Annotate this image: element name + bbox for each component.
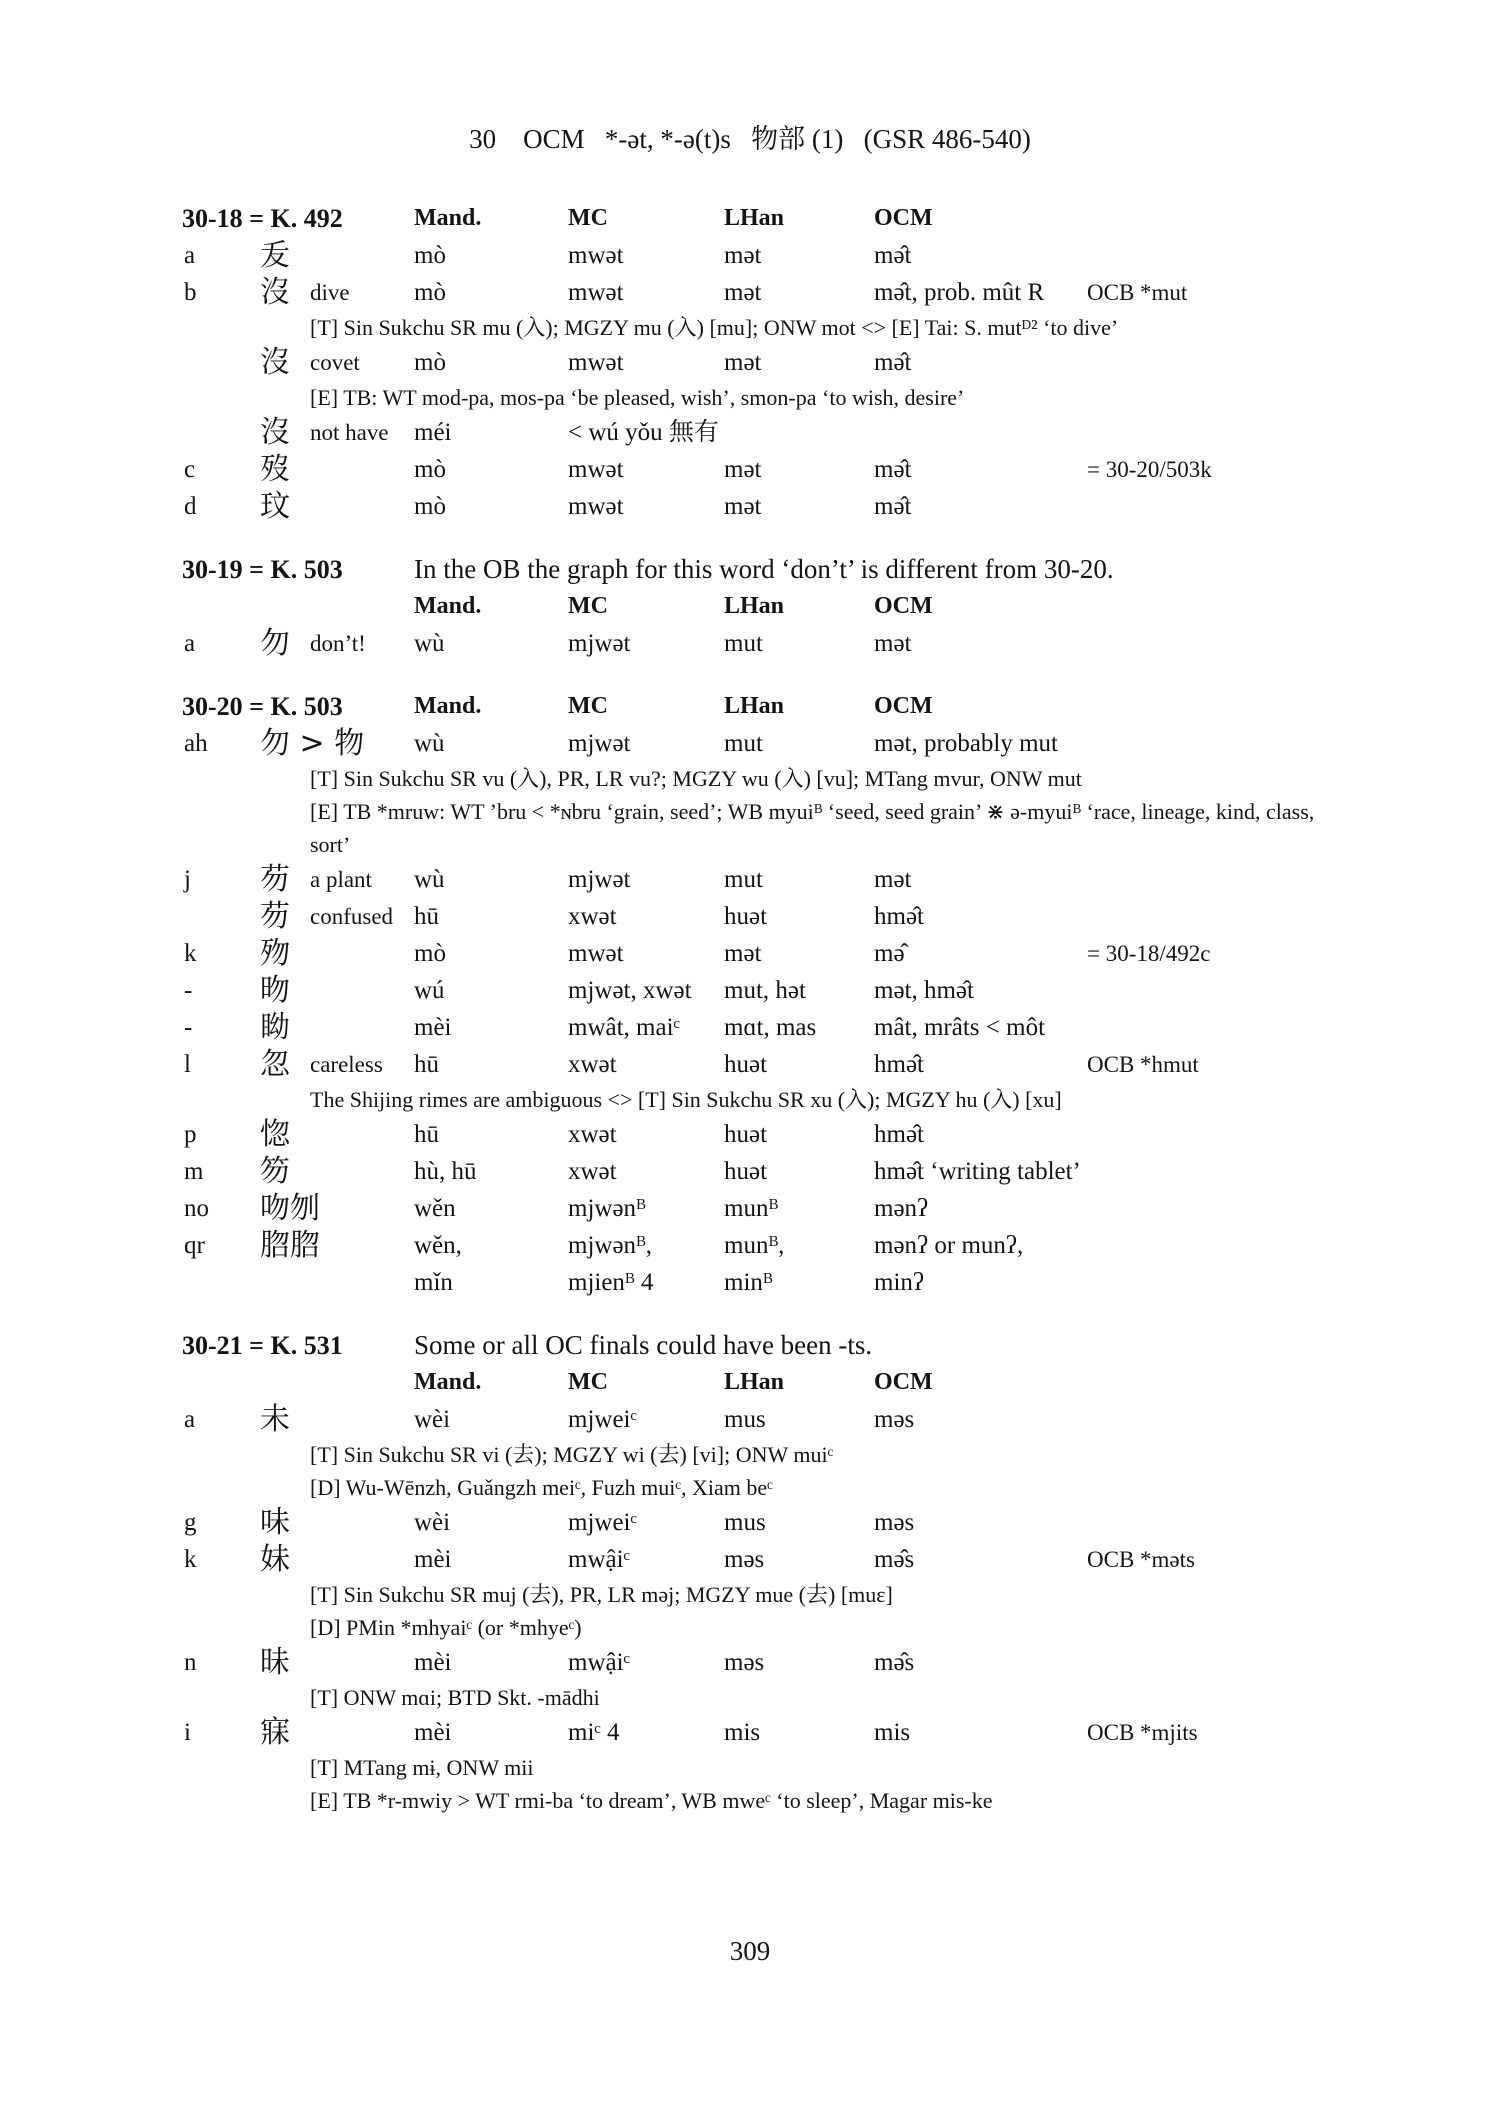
- entry-mandarin: mò: [414, 349, 446, 376]
- entry-mandarin: wèi: [414, 1406, 451, 1433]
- entry-letter: d: [184, 493, 197, 520]
- entry-letter: m: [184, 1158, 204, 1185]
- entry-letter: no: [184, 1195, 209, 1222]
- column-header-mc: MC: [568, 593, 608, 619]
- entry-later-han: huət: [724, 903, 768, 930]
- entry-row: [182, 1046, 1342, 1083]
- entry-mandarin: mò: [414, 940, 446, 967]
- entry-middle-chinese: mjweiᶜ: [568, 1509, 637, 1536]
- entry-row: [182, 451, 1342, 488]
- entry-row: [182, 898, 1342, 935]
- entry-middle-chinese: mwət: [568, 456, 624, 483]
- entry-old-chinese: mə̂s: [874, 1546, 915, 1573]
- entry-mandarin: mèi: [414, 1546, 452, 1573]
- entry-graph: 昧: [260, 1645, 290, 1680]
- column-header-ocm: OCM: [874, 1369, 933, 1395]
- entry-graph: 妹: [260, 1542, 290, 1577]
- entry-old-chinese: mət, hmə̂t: [874, 977, 974, 1004]
- entry-middle-chinese: xwət: [568, 1158, 617, 1185]
- entry-row: [182, 414, 1342, 451]
- entry-row: [182, 1541, 1342, 1578]
- entry-middle-chinese: mjwət: [568, 630, 631, 657]
- section-id: 30-18 = K. 492: [182, 204, 343, 233]
- section-id: 30-21 = K. 531: [182, 1331, 343, 1360]
- entry-later-han: mut, hət: [724, 977, 806, 1004]
- entry-later-han: mət: [724, 349, 762, 376]
- entry-old-chinese: mənʔ: [874, 1195, 929, 1222]
- section-id: 30-20 = K. 503: [182, 692, 343, 721]
- entry-old-chinese: mə̂s: [874, 1649, 915, 1676]
- column-header-mand: Mand.: [414, 593, 482, 619]
- entry-row: [182, 1264, 1342, 1301]
- column-header-ocm: OCM: [874, 693, 933, 719]
- entry-letter: k: [184, 1546, 197, 1573]
- entry-later-han: mɑt, mas: [724, 1014, 817, 1041]
- entry-mandarin: mò: [414, 279, 446, 306]
- entry-old-chinese: mis: [874, 1719, 911, 1746]
- column-header-lhan: LHan: [724, 205, 785, 231]
- entry-middle-chinese: mwậiᶜ: [568, 1649, 630, 1676]
- entry-row: [182, 861, 1342, 898]
- entry-mandarin: mèi: [414, 1719, 452, 1746]
- entry-note: = 30-20/503k: [1087, 457, 1212, 482]
- entry-letter: a: [184, 1406, 196, 1433]
- entry-comment: [T] ONW mɑi; BTD Skt. -mādhi: [310, 1685, 600, 1710]
- column-header-ocm: OCM: [874, 205, 933, 231]
- entry-note: = 30-18/492c: [1087, 941, 1211, 966]
- entry-middle-chinese: < wú yǒu 無有: [568, 419, 719, 446]
- entry-mandarin: wěn,: [414, 1232, 462, 1259]
- entry-middle-chinese: mjienᴮ 4: [568, 1269, 654, 1296]
- entry-later-han: mut: [724, 730, 763, 757]
- column-header-row: [182, 588, 1342, 625]
- entry-mandarin: wù: [414, 866, 445, 893]
- entry-letter: -: [184, 1014, 193, 1041]
- entry-graph: 玟: [260, 489, 290, 524]
- entry-old-chinese: hmə̂t: [874, 1121, 924, 1148]
- entry-later-han: minᴮ: [724, 1269, 773, 1296]
- entry-middle-chinese: mjwət: [568, 866, 631, 893]
- entry-row: [182, 1714, 1342, 1751]
- entry-graph: 沒: [260, 345, 290, 380]
- section-heading: [182, 688, 1342, 725]
- entry-comment: [T] MTang mɨ, ONW mii: [310, 1755, 534, 1780]
- section-id: 30-19 = K. 503: [182, 555, 343, 584]
- entry-later-han: mət: [724, 940, 762, 967]
- entry-mandarin: mèi: [414, 1649, 452, 1676]
- entry-graph: 沒: [260, 275, 290, 310]
- entry-later-han: mis: [724, 1719, 761, 1746]
- column-header-mand: Mand.: [414, 205, 482, 231]
- entry-mandarin: wù: [414, 630, 445, 657]
- entry-row: [182, 1190, 1342, 1227]
- column-header-mand: Mand.: [414, 693, 482, 719]
- entry-gloss: dive: [310, 280, 350, 305]
- entry-row: [182, 1644, 1342, 1681]
- entry-mandarin: wèi: [414, 1509, 451, 1536]
- entry-later-han: mət: [724, 493, 762, 520]
- entry-middle-chinese: mwət: [568, 493, 624, 520]
- entry-old-chinese: mət: [874, 866, 912, 893]
- entry-later-han: munᴮ: [724, 1195, 779, 1222]
- entry-gloss: confused: [310, 904, 394, 929]
- entry-old-chinese: minʔ: [874, 1269, 924, 1296]
- entry-middle-chinese: mwậiᶜ: [568, 1546, 630, 1573]
- entry-comment: [T] Sin Sukchu SR vi (去); MGZY wi (去) [vi]; ONW muiᶜ: [310, 1442, 834, 1467]
- entry-letter: c: [184, 456, 196, 483]
- entry-row: [182, 1401, 1342, 1438]
- entry-row: [182, 1116, 1342, 1153]
- entry-comment: [D] Wu-Wēnzh, Guǎngzh meiᶜ, Fuzh muiᶜ, Xiam beᶜ: [310, 1475, 773, 1500]
- entry-graph: 歿: [260, 452, 290, 487]
- entry-mandarin: hū: [414, 1121, 439, 1148]
- entry-mandarin: wú: [414, 977, 445, 1004]
- entry-old-chinese: mə̂t: [874, 456, 912, 483]
- entry-mandarin: wù: [414, 730, 445, 757]
- entry-later-han: mət: [724, 456, 762, 483]
- entry-mandarin: mèi: [414, 1014, 452, 1041]
- entry-old-chinese: mə̂t: [874, 493, 912, 520]
- column-header-mc: MC: [568, 693, 608, 719]
- entry-middle-chinese: mwət: [568, 279, 624, 306]
- entry-mandarin: mò: [414, 242, 446, 269]
- entry-graph: 芴: [260, 862, 290, 897]
- entry-old-chinese: mə̂t: [874, 242, 912, 269]
- entry-middle-chinese: xwət: [568, 903, 617, 930]
- entry-letter: g: [184, 1509, 197, 1536]
- column-header-lhan: LHan: [724, 693, 785, 719]
- running-head: 30 OCM *-ət, *-ə(t)s 物部 (1) (GSR 486-540): [469, 124, 1031, 154]
- entry-graph: 忽: [260, 1047, 290, 1082]
- entry-middle-chinese: xwət: [568, 1121, 617, 1148]
- entry-mandarin: mò: [414, 456, 446, 483]
- entry-middle-chinese: mjwənᴮ,: [568, 1232, 652, 1259]
- entry-row: [182, 625, 1342, 662]
- entry-gloss: not have: [310, 420, 389, 445]
- entry-comment: [E] TB: WT mod-pa, mos-pa ‘be pleased, wish’, smon-pa ‘to wish, desire’: [310, 385, 965, 410]
- entry-middle-chinese: mjweiᶜ: [568, 1406, 637, 1433]
- entry-graph: 芴: [260, 899, 290, 934]
- entries-body: [182, 200, 1342, 1817]
- column-header-mc: MC: [568, 205, 608, 231]
- entry-letter: l: [184, 1051, 191, 1078]
- entry-graph: 脗脗: [260, 1228, 320, 1263]
- entry-graph: 歾: [260, 936, 290, 971]
- entry-row: [182, 725, 1342, 762]
- column-header-mand: Mand.: [414, 1369, 482, 1395]
- entry-comment: [D] PMin *mhyaiᶜ (or *mhyeᶜ): [310, 1615, 582, 1640]
- entry-old-chinese: mə̂t, prob. mût R: [874, 279, 1045, 306]
- entry-old-chinese: mât, mrâts < môt: [874, 1014, 1046, 1041]
- entry-mandarin: hū: [414, 903, 439, 930]
- entry-old-chinese: hmə̂t: [874, 1051, 924, 1078]
- entry-letter: a: [184, 630, 196, 657]
- entry-graph: 叐: [260, 238, 290, 273]
- entry-gloss: covet: [310, 350, 360, 375]
- entry-letter: n: [184, 1649, 197, 1676]
- entry-row: [182, 344, 1342, 381]
- entry-note: OCB *mut: [1087, 280, 1188, 305]
- entry-letter: k: [184, 940, 197, 967]
- entry-old-chinese: mə̂t: [874, 349, 912, 376]
- entry-comment: [E] TB *r-mwiy > WT rmi-ba ‘to dream’, WB mweᶜ ‘to sleep’, Magar mis-ke: [310, 1788, 993, 1813]
- entry-letter: p: [184, 1121, 197, 1148]
- entry-row: [182, 1009, 1342, 1046]
- entry-later-han: huət: [724, 1158, 768, 1185]
- entry-old-chinese: mət, probably mut: [874, 730, 1058, 757]
- section-intro: In the OB the graph for this word ‘don’t’ is different from 30-20.: [414, 554, 1114, 584]
- entry-letter: ah: [184, 730, 208, 757]
- entry-row: [182, 1227, 1342, 1264]
- entry-note: OCB *məts: [1087, 1547, 1195, 1572]
- section-heading: [182, 1327, 1342, 1364]
- entry-later-han: mus: [724, 1406, 766, 1433]
- entry-letter: a: [184, 242, 196, 269]
- entry-letter: qr: [184, 1232, 205, 1259]
- entry-graph: 味: [260, 1505, 290, 1540]
- entry-note: OCB *hmut: [1087, 1052, 1199, 1077]
- entry-later-han: məs: [724, 1649, 765, 1676]
- entry-middle-chinese: mjwət: [568, 730, 631, 757]
- entry-graph: 未: [260, 1402, 290, 1437]
- entry-graph: 眑: [260, 1010, 290, 1045]
- section-intro: Some or all OC finals could have been -ts.: [414, 1330, 873, 1360]
- entry-later-han: mut: [724, 630, 763, 657]
- entry-later-han: mus: [724, 1509, 766, 1536]
- entry-later-han: huət: [724, 1051, 768, 1078]
- entry-graph: 昒: [260, 973, 290, 1008]
- entry-comment: [T] Sin Sukchu SR muj (去), PR, LR məj; MGZY mue (去) [muɛ]: [310, 1582, 893, 1607]
- entry-mandarin: mò: [414, 493, 446, 520]
- column-header-lhan: LHan: [724, 1369, 785, 1395]
- entry-middle-chinese: mwət: [568, 349, 624, 376]
- column-header-lhan: LHan: [724, 593, 785, 619]
- entry-middle-chinese: mjwət, xwət: [568, 977, 692, 1004]
- entry-graph: 笏: [260, 1154, 290, 1189]
- entry-later-han: mut: [724, 866, 763, 893]
- entry-gloss: don’t!: [310, 631, 366, 656]
- entry-old-chinese: mə̂: [874, 940, 905, 967]
- entry-later-han: munᴮ,: [724, 1232, 785, 1259]
- section-heading: [182, 551, 1342, 588]
- entry-row: [182, 1153, 1342, 1190]
- entry-graph: 沒: [260, 415, 290, 450]
- entry-gloss: a plant: [310, 867, 372, 892]
- entry-row: [182, 935, 1342, 972]
- entry-later-han: məs: [724, 1546, 765, 1573]
- entry-later-han: mət: [724, 279, 762, 306]
- entry-later-han: mət: [724, 242, 762, 269]
- entry-letter: j: [184, 866, 191, 893]
- entry-mandarin: hù, hū: [414, 1158, 477, 1185]
- entry-old-chinese: hmə̂t ‘writing tablet’: [874, 1158, 1081, 1185]
- entry-old-chinese: hmə̂t: [874, 903, 924, 930]
- entry-gloss: careless: [310, 1052, 383, 1077]
- column-header-row: [182, 1364, 1342, 1401]
- entry-comment: [T] Sin Sukchu SR vu (入), PR, LR vu?; MGZY wu (入) [vu]; MTang mvur, ONW mut: [310, 766, 1082, 791]
- entry-comment: [T] Sin Sukchu SR mu (入); MGZY mu (入) [mu]; ONW mot <> [E] Tai: S. mutᴰ² ‘to dive’: [310, 315, 1119, 340]
- entry-middle-chinese: mwət: [568, 242, 624, 269]
- entry-letter: -: [184, 977, 193, 1004]
- entry-middle-chinese: miᶜ 4: [568, 1719, 620, 1746]
- entry-mandarin: hū: [414, 1051, 439, 1078]
- entry-graph: 吻刎: [260, 1191, 320, 1226]
- entry-letter: b: [184, 279, 197, 306]
- entry-middle-chinese: xwət: [568, 1051, 617, 1078]
- entry-old-chinese: mət: [874, 630, 912, 657]
- entry-note: OCB *mjits: [1087, 1720, 1198, 1745]
- entry-later-han: huət: [724, 1121, 768, 1148]
- entry-graph: 惚: [260, 1117, 290, 1152]
- entry-row: [182, 274, 1342, 311]
- entry-comment: [E] TB *mruw: WT ’bru < *ɴbru ‘grain, seed’; WB myuiᴮ ‘seed, seed grain’ ⋇ ə-myuiᴮ ‘race, lineage, kind, class, sort’: [310, 799, 1315, 857]
- entry-mandarin: méi: [414, 419, 452, 446]
- page-number: 309: [729, 1936, 771, 1966]
- entry-mandarin: wěn: [414, 1195, 456, 1222]
- entry-row: [182, 972, 1342, 1009]
- entry-graph: 寐: [260, 1715, 290, 1750]
- entry-row: [182, 488, 1342, 525]
- entry-letter: i: [184, 1719, 191, 1746]
- entry-graph: 勿 > 物: [260, 726, 365, 761]
- column-header-mc: MC: [568, 1369, 608, 1395]
- entry-mandarin: mǐn: [414, 1269, 453, 1296]
- entry-old-chinese: məs: [874, 1509, 915, 1536]
- entry-comment: The Shijing rimes are ambiguous <> [T] Sin Sukchu SR xu (入); MGZY hu (入) [xu]: [310, 1087, 1062, 1112]
- entry-graph: 勿: [260, 626, 290, 661]
- section-heading: [182, 200, 1342, 237]
- entry-row: [182, 1504, 1342, 1541]
- entry-middle-chinese: mwât, maiᶜ: [568, 1014, 680, 1041]
- entry-row: [182, 237, 1342, 274]
- column-header-ocm: OCM: [874, 593, 933, 619]
- entry-old-chinese: məs: [874, 1406, 915, 1433]
- entry-old-chinese: mənʔ or munʔ,: [874, 1232, 1024, 1259]
- entry-middle-chinese: mwət: [568, 940, 624, 967]
- entry-middle-chinese: mjwənᴮ: [568, 1195, 646, 1222]
